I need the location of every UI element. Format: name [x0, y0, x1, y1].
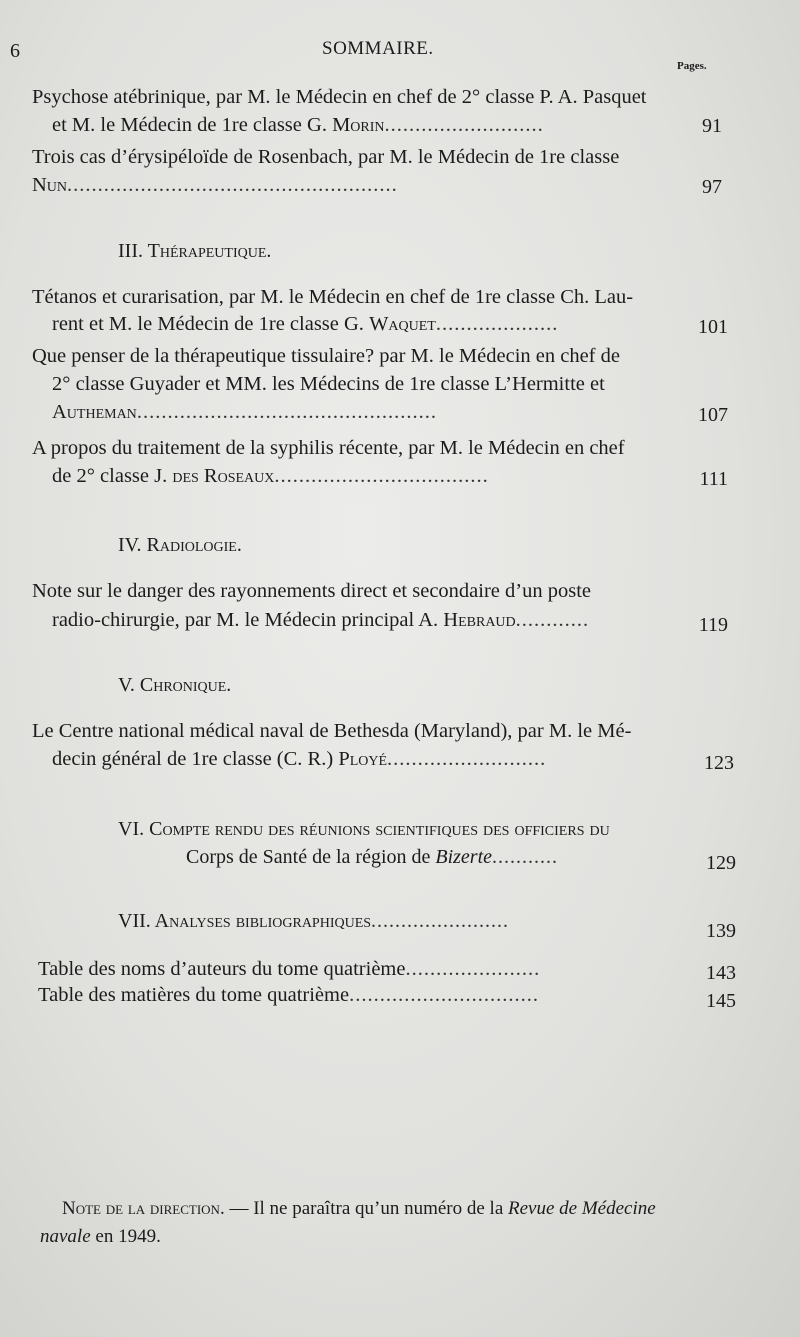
toc-entry-text: Nun......................................................	[32, 174, 398, 196]
toc-entry-text: radio-chirurgie, par M. le Médecin principal A. Hebraud............	[52, 609, 590, 631]
toc-page-number: 129	[706, 852, 736, 874]
section-heading: V. Chronique.	[118, 674, 232, 696]
toc-entry-text: Trois cas d’érysipéloïde de Rosenbach, par M. le Médecin de 1re classe	[32, 146, 620, 168]
section-heading: III. Thérapeutique.	[118, 240, 272, 262]
toc-page-number: 101	[698, 316, 728, 338]
toc-entry-text: et M. le Médecin de 1re classe G. Morin..........................	[52, 114, 544, 136]
editorial-note: Note de la direction. — Il ne paraîtra qu’un numéro de la Revue de Médecine	[62, 1198, 656, 1219]
section-heading: VII. Analyses bibliographiques.......................	[118, 910, 510, 932]
toc-page-number: 119	[698, 614, 728, 636]
section-heading: VI. Compte rendu des réunions scientifiques des officiers du	[118, 818, 610, 840]
toc-entry-text: rent et M. le Médecin de 1re classe G. Waquet....................	[52, 313, 559, 335]
toc-entry-text: Note sur le danger des rayonnements direct et secondaire d’un poste	[32, 580, 591, 602]
page-title: SOMMAIRE.	[322, 38, 434, 59]
toc-entry-text: Que penser de la thérapeutique tissulaire? par M. le Médecin en chef de	[32, 345, 620, 367]
toc-entry-text: Psychose atébrinique, par M. le Médecin en chef de 2° classe P. A. Pasquet	[32, 86, 647, 108]
toc-page-number: 97	[702, 176, 722, 198]
editorial-note-continued: navale en 1949.	[40, 1226, 161, 1247]
toc-entry-text: Le Centre national médical naval de Bethesda (Maryland), par M. le Mé-	[32, 720, 632, 742]
toc-entry-text: Tétanos et curarisation, par M. le Médecin en chef de 1re classe Ch. Lau-	[32, 286, 634, 308]
toc-page-number: 143	[706, 962, 736, 984]
toc-page-number: 123	[704, 752, 734, 774]
toc-entry-text: Table des noms d’auteurs du tome quatrième......................	[38, 958, 541, 980]
toc-entry-text: Table des matières du tome quatrième...............................	[38, 984, 539, 1006]
section-heading-continued: Corps de Santé de la région de Bizerte...........	[186, 846, 559, 868]
toc-entry-text: 2° classe Guyader et MM. les Médecins de 1re classe L’Hermitte et	[52, 373, 605, 395]
toc-entry-text: decin général de 1re classe (C. R.) Ployé..........................	[52, 748, 547, 770]
toc-page-number: 139	[706, 920, 736, 942]
page-number: 6	[10, 40, 20, 62]
toc-page-number: 111	[699, 468, 728, 490]
toc-entry-text: de 2° classe J. des Roseaux...................................	[52, 465, 489, 487]
toc-page-number: 145	[706, 990, 736, 1012]
pages-column-label: Pages.	[677, 60, 707, 72]
section-heading: IV. Radiologie.	[118, 534, 242, 556]
toc-entry-text: Autheman.................................................	[52, 401, 437, 423]
toc-page-number: 107	[698, 404, 728, 426]
toc-page-number: 91	[702, 115, 722, 137]
toc-entry-text: A propos du traitement de la syphilis récente, par M. le Médecin en chef	[32, 437, 625, 459]
